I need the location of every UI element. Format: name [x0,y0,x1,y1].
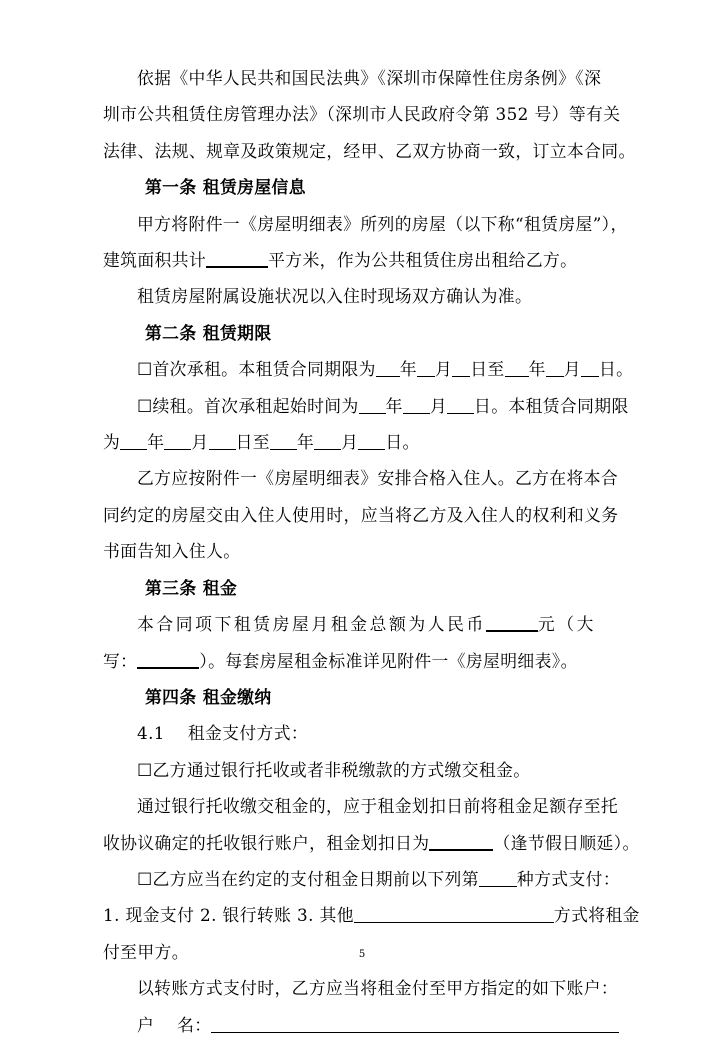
bank-collection-checkbox[interactable]: ☐ [137,759,153,780]
month-label: 月 [341,432,359,453]
renewal-text: 续租。首次承租起始时间为 [152,395,359,416]
blank[interactable] [359,396,386,414]
blank[interactable] [209,432,236,450]
blank[interactable] [164,432,191,450]
day-label: 日至 [235,432,270,453]
day-label: 日。 [385,432,420,453]
payment-method-option [103,861,621,897]
first-lease-text: 首次承租。本租赁合同期限为 [152,359,376,380]
intro-line-2: 圳市公共租赁住房管理办法》（深圳市人民政府令第 352 号）等有关 [103,104,621,125]
day-label: 日至 [470,359,505,380]
renewal-text-3: 为 [103,432,121,453]
payment-method-checkbox[interactable]: ☐ [137,868,153,889]
article-3-heading: 第三条 租金 [145,577,238,598]
renewal-option-cont [103,424,621,460]
bank-collection-text: 乙方通过银行托收或者非税缴款的方式缴交租金。 [152,759,531,780]
rent-amount-blank[interactable] [486,613,538,632]
intro-line-1: 依据《中华人民共和国民法典》《深圳市保障性住房条例》《深 [137,68,602,88]
blank[interactable] [546,359,564,377]
article-1-heading: 第一条 租赁房屋信息 [145,177,306,198]
blank[interactable] [452,359,470,377]
article-1-para-1a: 甲方将附件一《房屋明细表》所列的房屋（以下称“租赁房屋”）， [137,213,628,234]
article-4-para-3c: 付至甲方。 [103,941,189,962]
page-number: 5 [358,949,366,960]
area-label: 建筑面积共计 [103,250,207,271]
article-2-para-3a: 乙方应按附件一《房屋明细表》安排合格入住人。乙方在将本合 [137,468,619,489]
account-name-line [103,1007,621,1043]
deduction-date-label: 收协议确定的托收银行账户，租金划扣日为 [103,832,430,853]
renewal-checkbox[interactable]: ☐ [137,395,153,416]
payment-methods-text: 1. 现金支付 2. 银行转账 3. 其他 [103,905,354,926]
article-1-para-2: 租赁房屋附属设施状况以入住时现场双方确认为准。 [137,286,533,307]
month-label: 月 [191,432,209,453]
blank[interactable] [403,396,430,414]
payment-methods-suffix: 方式将租金 [553,905,640,926]
first-lease-option [103,351,634,387]
first-lease-checkbox[interactable]: ☐ [137,359,153,380]
blank[interactable] [358,432,385,450]
article-3-para-1b [103,643,621,679]
payment-methods-list [103,897,640,933]
blank[interactable] [270,432,297,450]
year-label: 年 [385,395,403,416]
article-4-heading: 第四条 租金缴纳 [145,686,272,707]
rent-uppercase-blank[interactable] [137,650,199,669]
blank[interactable] [314,432,341,450]
payment-method-suffix: 种方式支付： [516,868,620,889]
day-label: 日。 [598,359,634,380]
article-4-para-2b [103,825,640,861]
blank[interactable] [447,396,474,414]
year-label: 年 [528,359,546,380]
year-label: 年 [296,432,315,453]
bank-collection-option [103,752,621,788]
year-label: 年 [399,359,417,380]
blank[interactable] [581,359,599,377]
article-4-para-4: 以转账方式支付时，乙方应当将租金付至甲方指定的如下账户： [137,978,619,999]
article-4-para-2a: 通过银行托收缴交租金的，应于租金划扣日前将租金足额存至托 [137,796,619,817]
payment-method-blank[interactable] [479,869,517,887]
blank[interactable] [376,359,400,377]
article-2-para-3c: 书面告知入住人。 [103,541,241,562]
document-page [103,60,640,1043]
renewal-option [103,388,629,424]
blank[interactable] [417,359,435,377]
rent-label: 本合同项下租赁房屋月租金总额为人民币 [137,614,486,635]
deduction-date-suffix: （逢节假日顺延）。 [493,832,640,853]
account-name-label: 户 名： [137,1014,212,1035]
section-4-1: 4.1 租金支付方式： [137,723,309,744]
article-2-para-3b: 同约定的房屋交由入住人使用时，应当将乙方及入住人的权利和义务 [103,504,619,525]
blank[interactable] [505,359,529,377]
article-1-para-1b [103,242,621,278]
month-label: 月 [429,395,448,416]
intro-line-3: 法律、法规、规章及政策规定，经甲、乙双方协商一致，订立本合同。 [103,140,636,161]
year-label: 年 [147,432,165,453]
deduction-date-blank[interactable] [429,832,493,851]
month-label: 月 [435,359,453,380]
area-blank[interactable] [206,249,268,268]
rent-standard-text: ）。每套房屋租金标准详见附件一《房屋明细表》。 [199,650,578,671]
rent-suffix: 元（大 [537,614,597,635]
blank[interactable] [120,432,147,450]
article-3-para-1a [103,606,621,642]
other-method-blank[interactable] [354,906,554,924]
payment-method-text: 乙方应当在约定的支付租金日期前以下列第 [152,868,479,889]
month-label: 月 [563,359,581,380]
renewal-text-2: 日。本租赁合同期限 [474,395,629,416]
rent-uppercase-label: 写： [103,650,138,671]
area-suffix: 平方米，作为公共租赁住房出租给乙方。 [268,250,578,271]
article-2-heading: 第二条 租赁期限 [145,322,272,343]
